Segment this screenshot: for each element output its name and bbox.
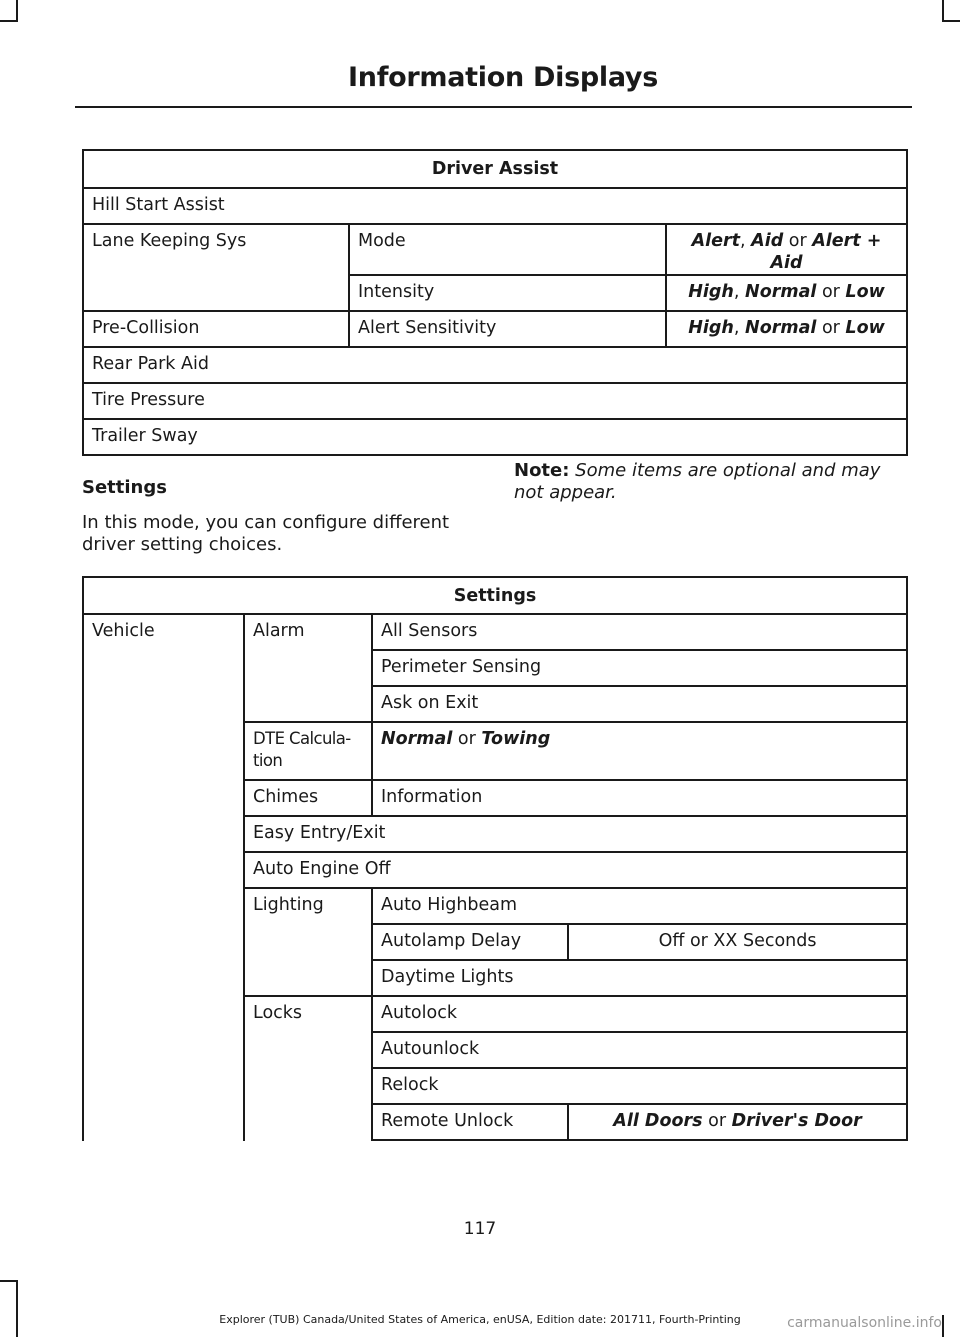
table-cell	[568, 1104, 907, 1140]
table-cell	[372, 722, 907, 780]
table-cell: Alert Sensitivity	[349, 311, 666, 347]
table-cell: Autounlock	[372, 1032, 907, 1068]
table-cell: Intensity	[349, 275, 666, 311]
separator-text: ,	[740, 231, 752, 251]
option-text: Alert + Aid	[770, 231, 882, 273]
table-cell: Locks	[244, 996, 372, 1141]
table-cell: Tire Pressure	[83, 383, 907, 419]
separator-text: or	[816, 282, 846, 302]
option-text: Normal	[745, 282, 817, 302]
option-text: Driver's Door	[731, 1111, 862, 1131]
crop-mark	[16, 1280, 18, 1337]
option-text: All Doors	[613, 1111, 703, 1131]
table-row	[83, 383, 907, 419]
table-cell: Autolock	[372, 996, 907, 1032]
option-text: Towing	[481, 729, 551, 749]
table-cell: Auto Engine Off	[244, 852, 907, 888]
table-cell: DTE Calcula-tion	[244, 722, 372, 780]
table-cell: Information	[372, 780, 907, 816]
crop-mark	[0, 20, 18, 22]
crop-mark	[942, 0, 944, 22]
crop-mark	[942, 20, 960, 22]
separator-text: ,	[733, 282, 746, 302]
note	[514, 460, 914, 504]
option-text: High	[688, 282, 734, 302]
table-cell: Perimeter Sensing	[372, 650, 907, 686]
separator-text: or	[452, 729, 482, 749]
table-row	[83, 419, 907, 455]
note-label: Note:	[514, 460, 570, 481]
separator-text: ,	[733, 318, 746, 338]
option-text: Normal	[381, 729, 453, 749]
table-row	[83, 577, 907, 614]
option-text: Normal	[745, 318, 817, 338]
crop-mark	[0, 1280, 18, 1282]
table-cell	[666, 311, 907, 347]
table-cell: Autolamp Delay	[372, 924, 568, 960]
separator-text: or	[783, 231, 813, 251]
table-cell: Auto Highbeam	[372, 888, 907, 924]
table-cell: Pre-Collision	[83, 311, 349, 347]
table-spacer	[372, 1140, 907, 1141]
table-cell: Daytime Lights	[372, 960, 907, 996]
separator-text: or	[702, 1111, 732, 1131]
settings-table	[82, 576, 908, 1141]
table-row	[83, 224, 907, 275]
note-text: Some items are optional and may not appear.	[514, 460, 881, 503]
header-divider	[75, 106, 912, 108]
watermark: carmanualsonline.info	[787, 1315, 942, 1331]
table-cell: Relock	[372, 1068, 907, 1104]
table-cell: Hill Start Assist	[83, 188, 907, 224]
table-cell: Lane Keeping Sys	[83, 224, 349, 311]
table-row	[83, 150, 907, 188]
table-cell: Vehicle	[83, 614, 244, 1141]
crop-mark	[16, 0, 18, 22]
section-heading: Settings	[82, 477, 167, 498]
table-cell: All Sensors	[372, 614, 907, 650]
option-text: Low	[845, 318, 885, 338]
table-cell	[666, 224, 907, 275]
table-cell: Alarm	[244, 614, 372, 722]
table-title: Settings	[83, 577, 907, 614]
footer-text: Explorer (TUB) Canada/United States of America, enUSA, Edition date: 201711, Fourth-Printing	[219, 1313, 741, 1326]
driver-assist-table	[82, 149, 908, 456]
table-cell: Remote Unlock	[372, 1104, 568, 1140]
option-text: Alert	[691, 231, 741, 251]
page-title: Information Displays	[348, 62, 658, 93]
table-title: Driver Assist	[83, 150, 907, 188]
table-cell: Rear Park Aid	[83, 347, 907, 383]
table-row	[83, 347, 907, 383]
option-text: Aid	[751, 231, 784, 251]
table-row	[83, 188, 907, 224]
table-cell: Easy Entry/Exit	[244, 816, 907, 852]
page-number: 117	[463, 1219, 497, 1239]
table-cell: Lighting	[244, 888, 372, 996]
table-cell	[666, 275, 907, 311]
section-body: In this mode, you can configure different driver setting choices.	[82, 512, 450, 555]
option-text: Low	[845, 282, 885, 302]
table-cell: Mode	[349, 224, 666, 275]
option-text: High	[688, 318, 734, 338]
table-cell: Chimes	[244, 780, 372, 816]
table-row	[83, 614, 907, 650]
table-cell: Ask on Exit	[372, 686, 907, 722]
separator-text: or	[816, 318, 846, 338]
table-row	[83, 311, 907, 347]
table-cell: Off or XX Seconds	[568, 924, 907, 960]
table-cell: Trailer Sway	[83, 419, 907, 455]
